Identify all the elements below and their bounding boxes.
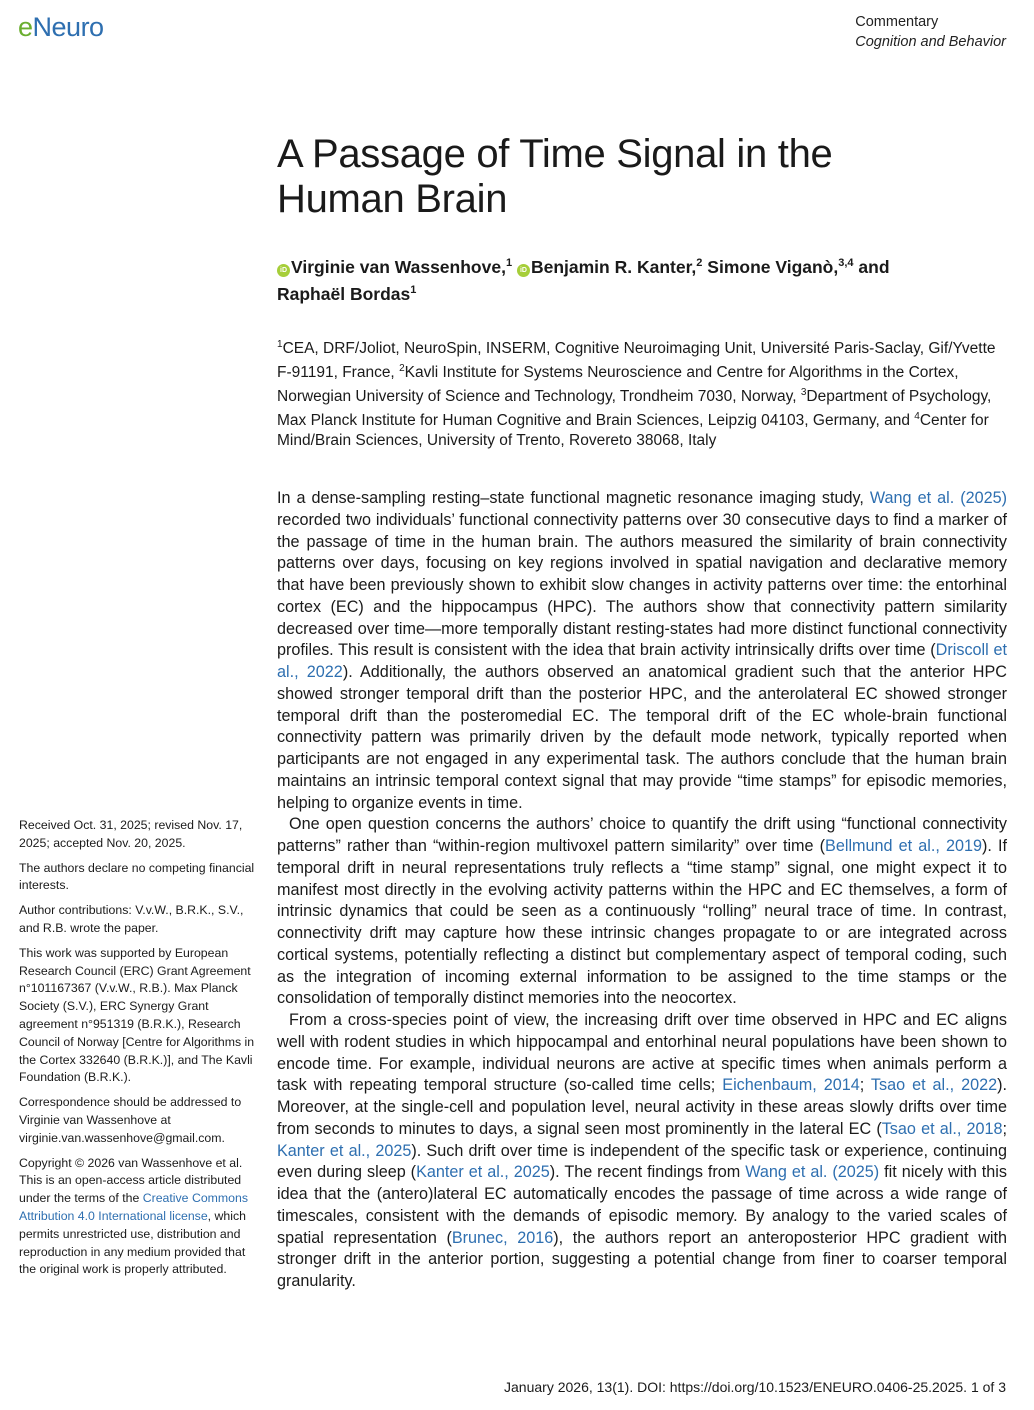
license-link[interactable]: Creative Commons Attribution 4.0 International license: [19, 1191, 248, 1223]
article-type-header: [855, 12, 1006, 52]
funding-statement: This work was supported by European Research Council (ERC) Grant Agreement n°101167367 (V.v.W., R.B.). Max Planck Society (S.V.), ERC Synergy Grant agreement n°951319 (B.R.K.), Research Council of Norway [Centre for Algorithms in the Cortex 332640 (B.R.K.)], and The Kavli Foundation (B.R.K.).: [19, 945, 255, 1085]
competing-interests: The authors declare no competing financial interests.: [19, 860, 255, 893]
citation-link[interactable]: Tsao et al., 2018: [881, 1119, 1003, 1138]
license-statement: This is an open-access article distributed under the terms of the Creative Commons Attribution 4.0 International license, which permits unrestricted use, distribution and reproduction in any medium provided that the original work is properly attributed.: [19, 1173, 248, 1277]
citation-link[interactable]: Wang et al. (2025): [745, 1163, 880, 1182]
citation-link[interactable]: Kanter et al., 2025: [277, 1141, 412, 1160]
journal-logo: eNeuro: [18, 12, 104, 42]
affiliations: $^1$CEA, DRF/Joliot, NeuroSpin, INSERM, Cognitive Neuroimaging Unit, Université Paris-Saclay, Gif/Yvette F-91191, France, $^2$Kavli Institute for Systems Neuroscience and Centre for Algorithms in the Cortex, Norwegian University of Science and Technology, Trondheim 7030, Norway, $^3$Department of Psychology, Max Planck Institute for Human Cognitive and Brain Sciences, Leipzig 04103, Germany, and $^4$Center for Mind/Brain Sciences, University of Trento, Rovereto 38068, Italy: [277, 339, 996, 449]
author-name: Raphaël Bordas: [277, 283, 411, 304]
article-notes-sidebar: [19, 817, 259, 1286]
author-name: Virginie van Wassenhove,: [291, 256, 506, 277]
body-paragraph: One open question concerns the authors’ choice to quantify the drift using “functional connectivity patterns” rather than “within-region multivoxel pattern similarity” over time (Bellmund et al., 2019). If temporal drift in neural representations truly reflects a “time stamp” signal, one might expect it to manifest most directly in the evolving activity patterns within the HPC and EC themselves, a form of intrinsic dynamics that could be seen as a continuously “rolling” neural trace of time. In contrast, connectivity drift may capture how these intrinsic changes propagate to or are integrated across cortical systems, potentially reflecting a distinct but complementary aspect of temporal coding, such as the integration of incoming external information to be assigned to the time stamps or the consolidation of temporally distinct memories into the neocortex.: [277, 815, 1007, 1008]
body-paragraph: From a cross-species point of view, the increasing drift over time observed in HPC and EC aligns well with rodent studies in which hippocampal and entorhinal neural populations have been shown to encode time. For example, individual neurons are active at specific times when animals perform a task with repeating temporal structure (so-called time cells; Eichenbaum, 2014; Tsao et al., 2022). Moreover, at the single-cell and population level, neural activity in these areas slowly drifts over time from seconds to minutes to days, a signal seen most prominently in the lateral EC (Tsao et al., 2018; Kanter et al., 2025). Such drift over time is independent of the specific task or experience, continuing even during sleep (Kanter et al., 2025). The recent findings from Wang et al. (2025) fit nicely with this idea that the (antero)lateral EC automatically encodes the passage of time across a wide range of timescales, consistent with the demands of episodic memory. By analogy to the varied scales of spatial representation (Brunec, 2016), the authors report an anteroposterior HPC gradient with stronger drift in the anterior portion, suggesting a potential change from finer to coarser temporal granularity.: [277, 1011, 1008, 1290]
citation-link[interactable]: Brunec, 2016: [451, 1228, 554, 1247]
correspondence: Correspondence should be addressed to Virginie van Wassenhove at virginie.van.wassenhove@gmail.com.: [19, 1095, 242, 1145]
citation-link[interactable]: Tsao et al., 2022: [870, 1076, 998, 1095]
citation-link[interactable]: Driscoll et al., 2022: [277, 641, 1007, 681]
copyright: Copyright © 2026 van Wassenhove et al.: [19, 1155, 243, 1170]
author-contributions: Author contributions: V.v.W., B.R.K., S.V., and R.B. wrote the paper.: [19, 903, 244, 935]
orcid-icon[interactable]: iD: [517, 264, 530, 277]
article-body: [277, 488, 1007, 1293]
page-footer: January 2026, 13(1). DOI: https://doi.org/10.1523/ENEURO.0406-25.2025. 1 of 3: [504, 1379, 1006, 1395]
citation-link[interactable]: Eichenbaum, 2014: [722, 1076, 860, 1095]
citation-link[interactable]: Wang et al. (2025): [869, 489, 1007, 507]
orcid-icon[interactable]: iD: [277, 264, 290, 277]
author-name: Simone Viganò,: [707, 256, 839, 277]
article-section: Cognition and Behavior: [855, 34, 1006, 50]
citation-link[interactable]: Bellmund et al., 2019: [825, 837, 982, 855]
citation-link[interactable]: Kanter et al., 2025: [416, 1163, 550, 1182]
article-type: Commentary: [855, 14, 939, 30]
author-name: Benjamin R. Kanter,: [530, 256, 697, 277]
article-title: A Passage of Time Signal in the Human Brain: [277, 132, 833, 221]
author-list: iD Virginie van Wassenhove,$^1$ iD Benjamin R. Kanter,$^2$ Simone Viganò,$^{3,4}$ and Raphaël Bordas$^1$: [277, 256, 890, 304]
body-paragraph: In a dense-sampling resting–state functional magnetic resonance imaging study, Wang et al. (2025) recorded two individuals’ functional connectivity patterns over 30 consecutive days to find a marker of the passage of time in the human brain. The authors measured the similarity of brain connectivity patterns over days, focusing on key regions involved in spatial navigation and declarative memory that have been previously shown to exhibit slow changes in activity patterns over time: the entorhinal cortex (EC) and the hippocampus (HPC). The authors show that connectivity pattern similarity decreased over time—more temporally distant resting-states had more distinct functional connectivity profiles. This result is consistent with the idea that brain activity intrinsically drifts over time (Driscoll et al., 2022). Additionally, the authors observed an anatomical gradient such that the anterior HPC showed stronger temporal drift than the posterior HPC, and the anterolateral EC showed stronger temporal drift than the posteromedial EC. The temporal drift of the EC whole-brain functional connectivity pattern was primarily driven by the default mode network, typically reported when participants are not engaged in any experimental task. The authors conclude that the human brain maintains an intrinsic temporal context signal that may provide “time stamps” for episodic memories, helping to organize events in time.: [277, 489, 1007, 812]
received-dates: Received Oct. 31, 2025; revised Nov. 17, 2025; accepted Nov. 20, 2025.: [19, 818, 243, 850]
